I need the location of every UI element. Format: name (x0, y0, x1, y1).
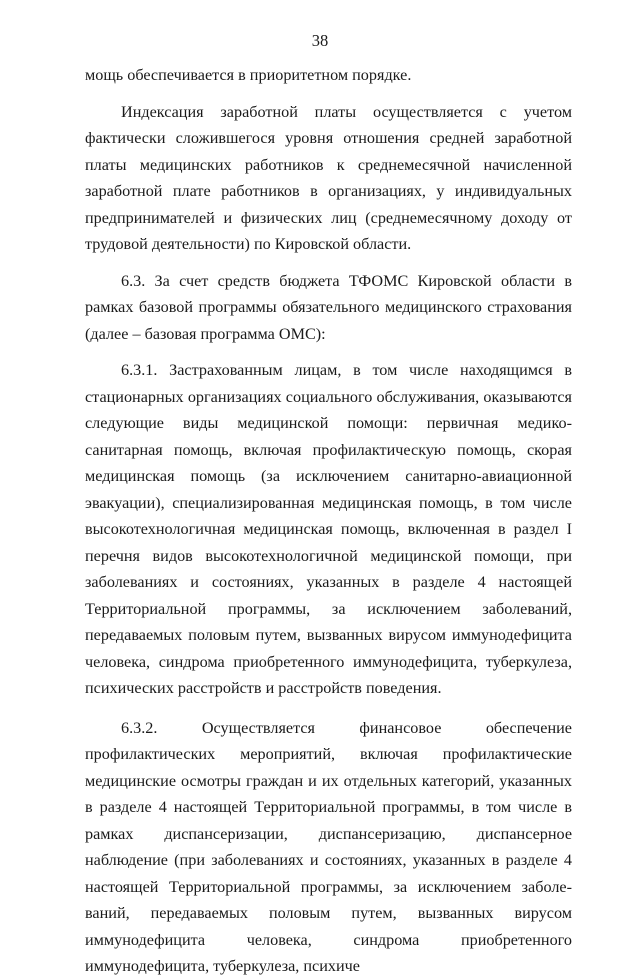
paragraph-salary-indexation: Индексация заработной платы осуществляется с учетом фактически сложившегося уровня отношения средней заработной платы медицинских работников к среднемесячной начисленной заработной плате работников в организациях, у индивидуальных предпринимателей и физических лиц (среднемесячному доходу от трудовой деятельности) по Кировской области. (85, 102, 572, 253)
paragraph-continuation: мощь обеспечивается в приоритетном порядке. (85, 66, 412, 84)
page-number: 38 (311, 31, 329, 50)
paragraph-6-3: 6.3. За счет средств бюджета ТФОМС Кировской области в рамках базовой программы обязательного медицинского страхования (далее – базовая программа ОМС): (85, 271, 572, 343)
paragraph-6-3-1: 6.3.1. Застрахованным лицам, в том числе находящимся в стационарных организациях социального обслуживания, оказываются следующие виды медицинской помощи: первичная медико-санитарная помощь, включая профилактическую помощь, скорая медицинская помощь (за исключением санитарно-авиационной эвакуации), специализированная медицинская помощь, в том числе высокотехнологичная медицинская помощь, включенная в раздел I перечня видов высокотехнологичной медицинской помощи, при заболеваниях и состояниях, указанных в разделе 4 настоящей Территориальной программы, за исключением заболеваний, передаваемых половым путем, вызванных вирусом иммунодефицита человека, синдрома приобретенного иммунодефицита, туберкулеза, психических расстройств и расстройств поведения. (85, 361, 572, 697)
paragraph-6-3-2: 6.3.2. Осуществляется финансовое обеспечение профилактических мероприятий, включая профилактические медицинские осмотры граждан и их отдельных категорий, указанных в разделе 4 настоящей Территориальной программы, в том числе в рамках диспансеризации, диспансеризацию, диспансерное наблюдение (при заболеваниях и состояниях, указанных в разделе 4 настоящей Территориальной программы, за исключением заболеваний, передаваемых половым путем, вызванных вирусом иммунодефицита человека, синдрома приобретенного иммунодефицита, туберкулеза, психиче (85, 718, 572, 975)
document-body (85, 62, 572, 980)
